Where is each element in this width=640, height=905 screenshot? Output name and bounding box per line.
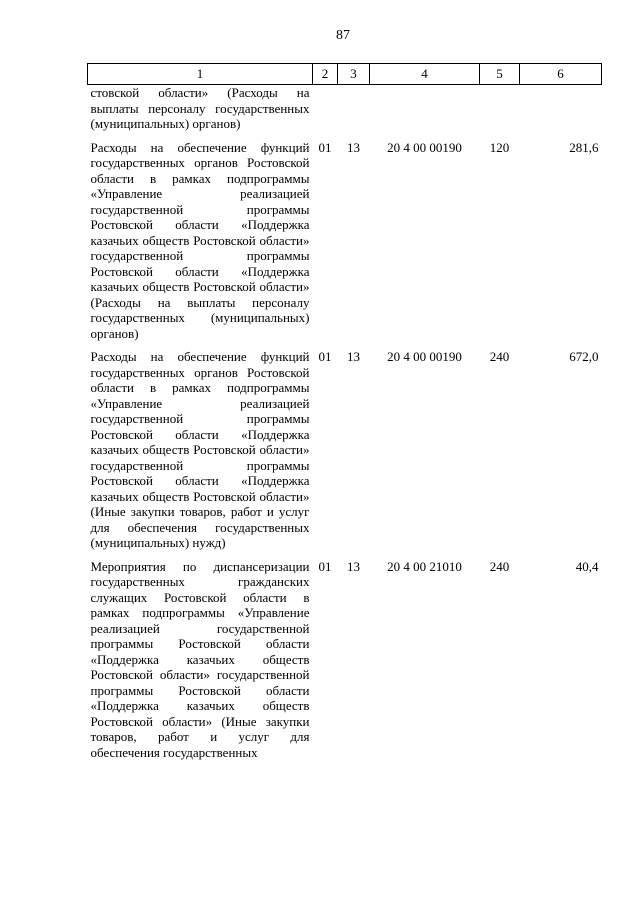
table-row bbox=[88, 140, 602, 350]
row-subsection: 13 bbox=[347, 558, 360, 574]
row-expense-type bbox=[480, 85, 520, 140]
row-description: стовской области» (Расходы на выплаты персоналу государственных (муниципальных) органов) bbox=[90, 85, 310, 131]
row-expense-type: 120 bbox=[489, 139, 510, 155]
row-expense-type: 240 bbox=[489, 349, 510, 364]
row-expense-type: 240 bbox=[489, 558, 510, 574]
row-description: Мероприятия по диспансеризации государственных гражданских служащих Ростовской области в рамках подпрограммы «Управление реализацией государственной программы Ростовской области «Поддержка казачьих обществ Ростовской области» государственной программы Ростовской области «Поддержка казачьих обществ Ростовской области» (Иные закупки товаров, работ и услуг для обеспечения государственных bbox=[90, 558, 310, 760]
row-section: 01 bbox=[318, 558, 332, 574]
row-amount bbox=[520, 85, 602, 140]
row-section bbox=[313, 85, 338, 140]
column-header-5: 5 bbox=[480, 64, 520, 85]
row-amount: 672,0 bbox=[569, 349, 599, 364]
column-header-6: 6 bbox=[520, 64, 602, 85]
column-header-4: 4 bbox=[370, 64, 480, 85]
row-amount: 40,4 bbox=[575, 558, 599, 574]
row-amount: 281,6 bbox=[569, 139, 599, 155]
row-target-article: 20 4 00 00190 bbox=[387, 139, 462, 155]
row-subsection bbox=[338, 85, 370, 140]
row-description: Расходы на обеспечение функций государственных органов Ростовской области в рамках подпрограммы «Управление реализацией государственной программы Ростовской области «Поддержка казачьих обществ Ростовской области» государственной программы Ростовской области «Поддержка казачьих обществ Ростовской области» (Иные закупки товаров, работ и услуг для обеспечения государственных (муниципальных) нужд) bbox=[90, 349, 310, 550]
row-subsection: 13 bbox=[347, 349, 360, 364]
row-target-article: 20 4 00 00190 bbox=[387, 349, 462, 364]
column-header-2: 2 bbox=[313, 64, 338, 85]
table-header bbox=[88, 64, 602, 85]
row-subsection: 13 bbox=[347, 139, 360, 155]
row-description: Расходы на обеспечение функций государственных органов Ростовской области в рамках подпрограммы «Управление реализацией государственной программы Ростовской области «Поддержка казачьих обществ Ростовской области» государственной программы Ростовской области «Поддержка казачьих обществ Ростовской области» (Расходы на выплаты персоналу государственных (муниципальных) органов) bbox=[90, 139, 310, 341]
table-row bbox=[88, 85, 602, 140]
header-row bbox=[88, 64, 602, 85]
row-section: 01 bbox=[318, 349, 332, 364]
budget-table bbox=[87, 63, 602, 768]
column-header-3: 3 bbox=[338, 64, 370, 85]
row-target-article: 20 4 00 21010 bbox=[387, 558, 462, 574]
column-header-1: 1 bbox=[88, 64, 313, 85]
row-section: 01 bbox=[318, 139, 332, 155]
table-row bbox=[88, 349, 602, 559]
page-number: 87 bbox=[336, 28, 350, 43]
table-row bbox=[88, 559, 602, 769]
row-target-article bbox=[370, 85, 480, 140]
table-body bbox=[88, 85, 602, 769]
